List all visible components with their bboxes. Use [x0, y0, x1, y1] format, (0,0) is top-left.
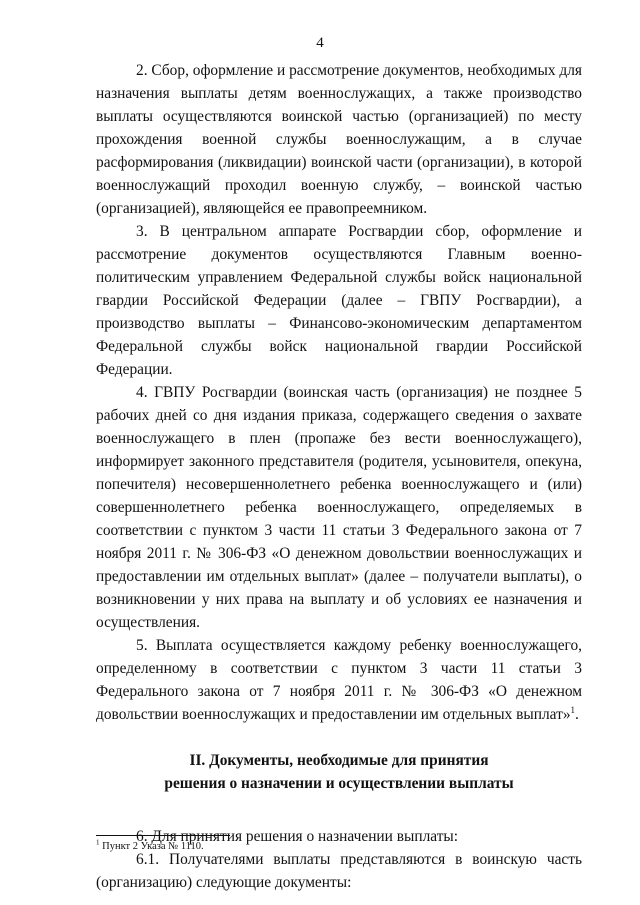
section-heading [96, 749, 582, 795]
section-heading-line-1: II. Документы, необходимые для принятия [189, 752, 489, 769]
section-heading-line-2: решения о назначении и осуществлении выплаты [164, 775, 514, 792]
paragraph-6-1: 6.1. Получателями выплаты представляются в воинскую часть (организацию) следующие документы: [96, 851, 582, 891]
document-body [96, 59, 582, 894]
footnote [96, 840, 204, 853]
paragraph-3: 3. В центральном аппарате Росгвардии сбор, оформление и рассмотрение документов осуществляются Главным военно-политическим управлением Федеральной службы войск национальной гвардии Российской Федерации (далее – ГВПУ Росгвардии), а производство выплаты – Финансово-экономическим департаментом Федеральной службы войск национальной гвардии Российской Федерации. [96, 223, 582, 378]
page-number: 4 [316, 35, 324, 51]
paragraph-5-end: . [575, 706, 579, 723]
footnote-text: Пункт 2 Указа № 1110. [99, 841, 204, 852]
paragraph-6: 6. Для принятия решения о назначении выплаты: [136, 828, 459, 845]
paragraph-5-text: 5. Выплата осуществляется каждому ребенку военнослужащего, определенному в соответствии с пунктом 3 части 11 статьи 3 Федерального закона от 7 ноября 2011 г. № 306-ФЗ «О денежном довольствии военнослужащих и предоставлении им отдельных выплат» [96, 637, 582, 723]
footnote-separator [96, 835, 230, 836]
paragraph-4: 4. ГВПУ Росгвардии (воинская часть (организация) не позднее 5 рабочих дней со дня издания приказа, содержащего сведения о захвате военнослужащего в плен (пропаже без вести военнослужащего), информирует законного представителя (родителя, усыновителя, опекуна, попечителя) несовершеннолетнего ребенка военнослужащего и (или) совершеннолетнего ребенка военнослужащего, определяемых в соответствии с пунктом 3 части 11 статьи 3 Федерального закона от 7 ноября 2011 г. № 306-ФЗ «О денежном довольствии военнослужащих и предоставлении им отдельных выплат» (далее – получатели выплаты), о возникновении у них права на выплату и об условиях ее назначения и осуществления. [96, 384, 582, 631]
footnote-reference: 1 [570, 704, 576, 715]
footnote-marker: 1 [96, 838, 100, 847]
paragraph-2: 2. Сбор, оформление и рассмотрение документов, необходимых для назначения выплаты детям военнослужащих, а также производство выплаты осуществляются воинской частью (организацией) по месту прохождения военной службы военнослужащим, а в случае расформирования (ликвидации) воинской части (организации), в которой военнослужащий проходил военную службу, – воинской частью (организацией), являющейся ее правопреемником. [96, 62, 582, 217]
paragraph-5 [96, 634, 582, 726]
